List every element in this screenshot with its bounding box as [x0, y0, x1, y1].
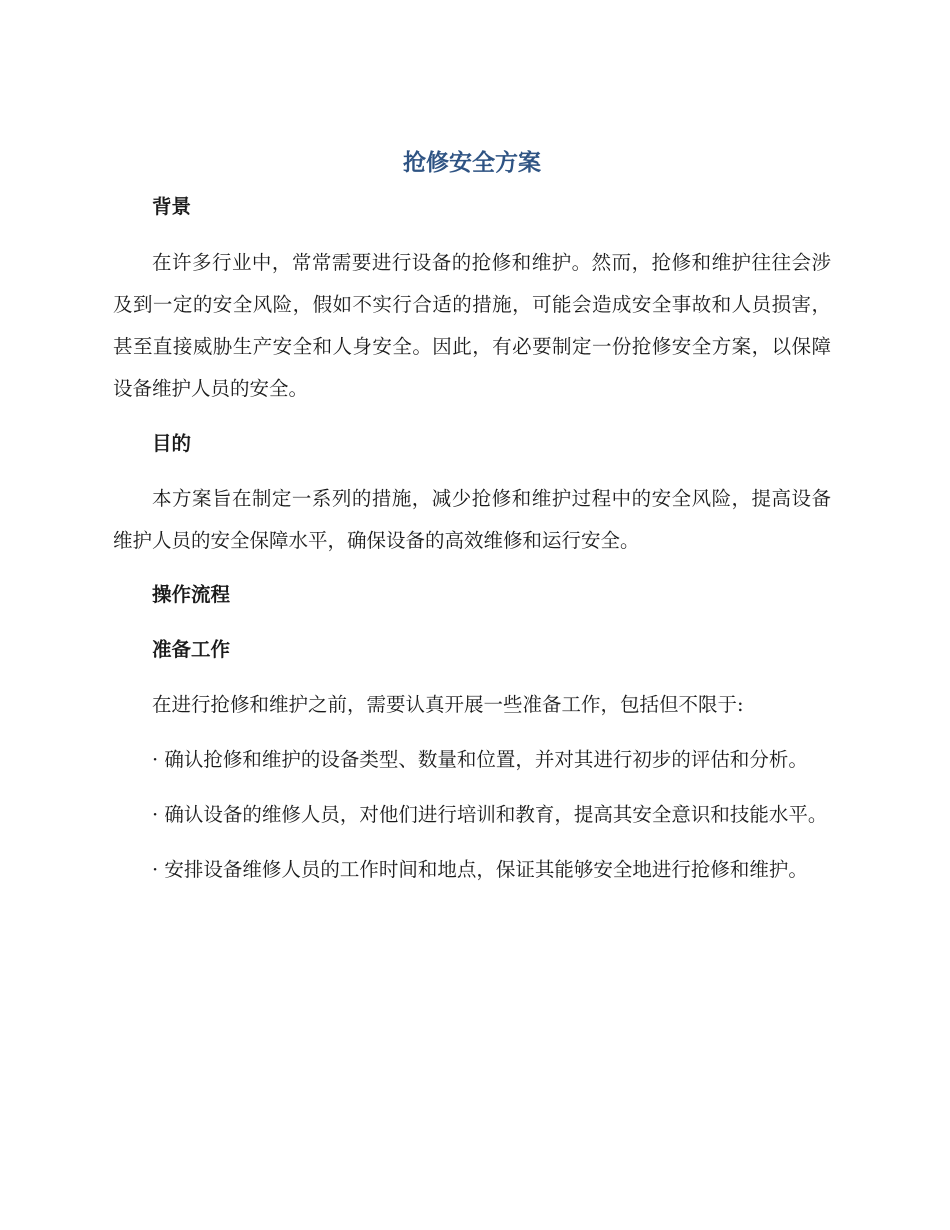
section-heading-background: 背景 [152, 195, 192, 218]
document-page [113, 140, 831, 891]
subsection-heading-preparation: 准备工作 [152, 638, 231, 661]
preparation-intro: 在进行抢修和维护之前，需要认真开展一些准备工作，包括但不限于: [152, 693, 744, 716]
list-item: · 确认设备的维修人员，对他们进行培训和教育，提高其安全意识和技能水平。 [152, 803, 828, 826]
list-item: · 确认抢修和维护的设备类型、数量和位置，并对其进行初步的评估和分析。 [152, 748, 808, 771]
purpose-paragraph: 本方案旨在制定一系列的措施，减少抢修和维护过程中的安全风险，提高设备维护人员的安全保障水平，确保设备的高效维修和运行安全。 [113, 487, 831, 552]
document-title: 抢修安全方案 [403, 150, 541, 176]
background-paragraph: 在许多行业中，常常需要进行设备的抢修和维护。然而，抢修和维护往往会涉及到一定的安全风险，假如不实行合适的措施，可能会造成安全事故和人员损害，甚至直接威胁生产安全和人身安全。因此，有必要制定一份抢修安全方案，以保障设备维护人员的安全。 [113, 251, 831, 400]
list-item: · 安排设备维修人员的工作时间和地点，保证其能够安全地进行抢修和维护。 [152, 858, 808, 881]
section-heading-procedure: 操作流程 [152, 583, 231, 606]
section-heading-purpose: 目的 [152, 432, 192, 455]
